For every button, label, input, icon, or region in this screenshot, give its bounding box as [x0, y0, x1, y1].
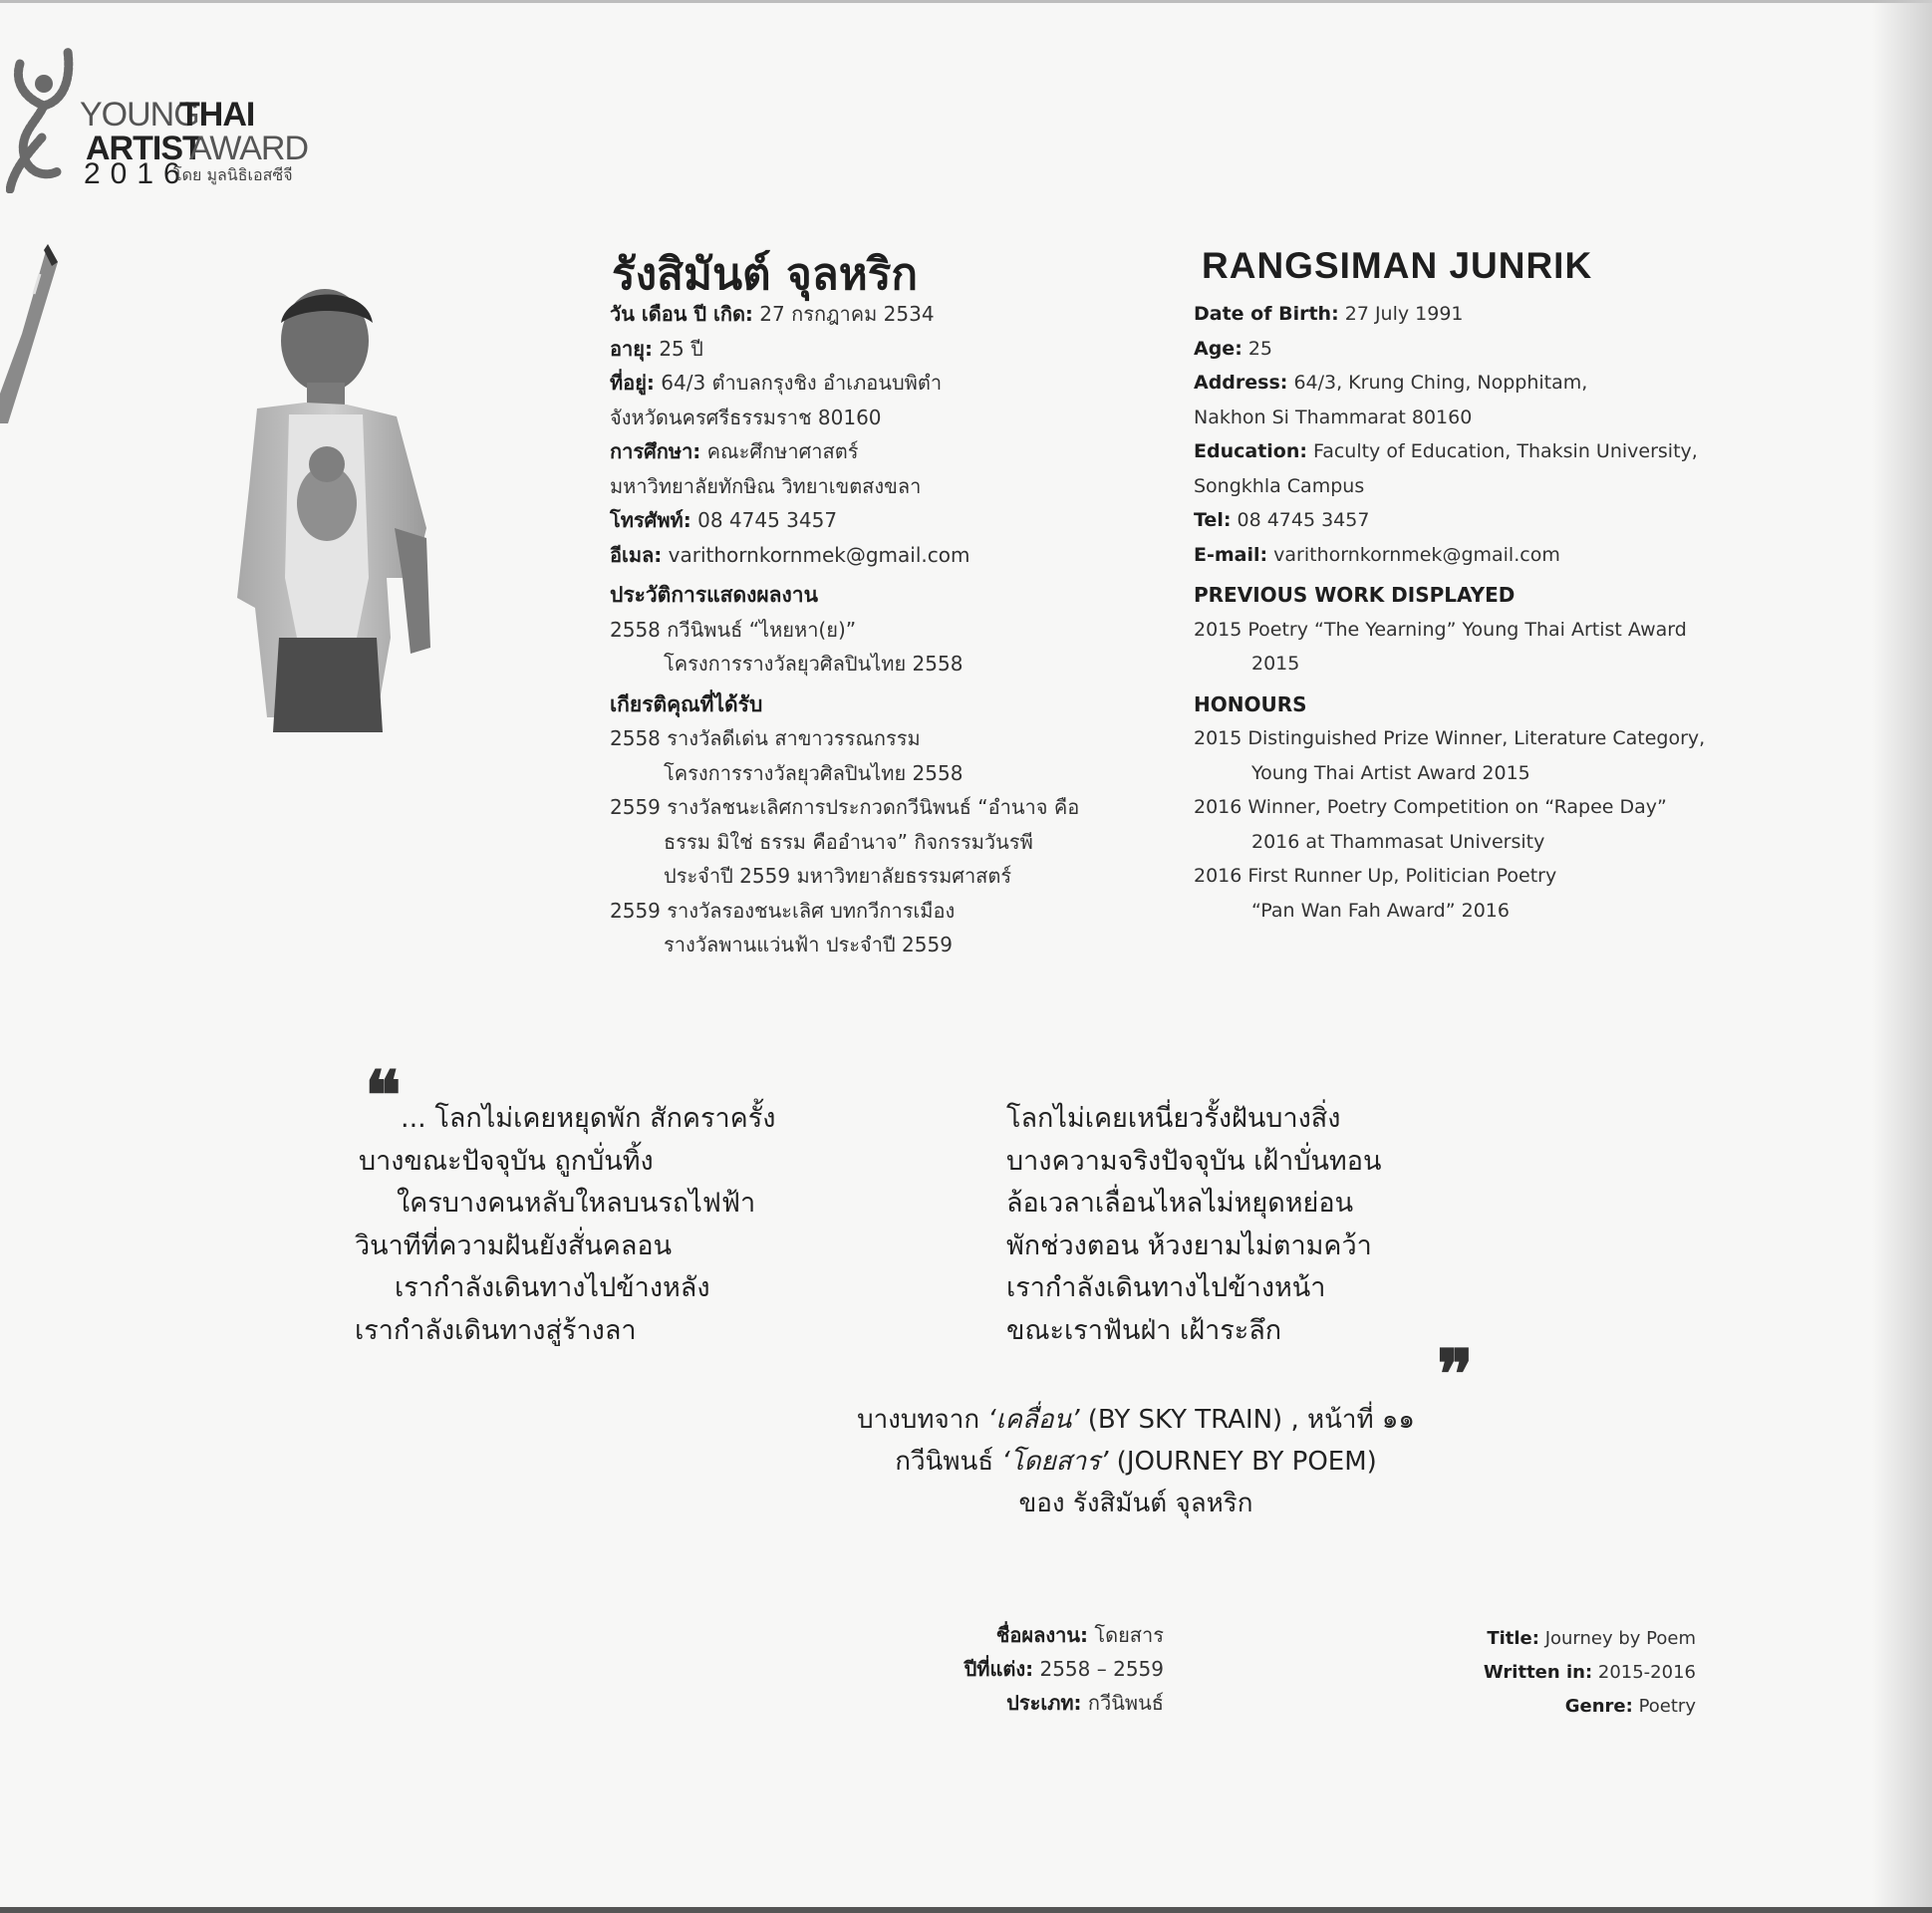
honour-line: ธรรม มิใช่ ธรรม คืออำนาจ” กิจกรรมวันรพี [664, 829, 1033, 854]
email-row-english [1194, 538, 1752, 573]
fountain-pen-icon [0, 244, 60, 423]
education-label: Education: [1194, 440, 1307, 462]
work-genre-row [897, 1686, 1164, 1720]
honour-line: “Pan Wan Fah Award” 2016 [1251, 899, 1510, 922]
honour-line: ประจำปี 2559 มหาวิทยาลัยธรรมศาสตร์ [664, 864, 1012, 888]
previous-work-heading-english: PREVIOUS WORK DISPLAYED [1194, 583, 1516, 607]
address-value-line-1: 64/3, Krung Ching, Nopphitam, [1293, 372, 1588, 394]
poem-line: บางขณะปัจจุบัน ถูกบั่นทิ้ง [359, 1145, 654, 1177]
email-value: varithornkornmek@gmail.com [1273, 543, 1560, 566]
work-title-row [1381, 1622, 1696, 1656]
honour-line: 2559 รางวัลชนะเลิศการประกวดกวีนิพนธ์ “อำนาจ คือ [610, 795, 1080, 819]
honour-line: 2016 First Runner Up, Politician Poetry [1194, 865, 1557, 887]
credit-text: บางบทจาก [857, 1405, 988, 1435]
work-title-label: ชื่อผลงาน: [995, 1623, 1088, 1647]
poem-line: เรากำลังเดินทางไปข้างหลัง [395, 1272, 710, 1303]
age-row-thai [610, 332, 1148, 367]
dancer-figure-icon [6, 44, 86, 193]
work-genre-value: Poetry [1638, 1696, 1696, 1717]
dob-row-english [1194, 297, 1752, 332]
work-year-label: ปีที่แต่ง: [964, 1657, 1034, 1681]
logo-thai-text: THAI [179, 96, 255, 134]
address-row-thai [610, 366, 1148, 401]
dob-row-thai [610, 297, 1148, 332]
age-row-english [1194, 332, 1752, 367]
logo-year-text: 2016 [84, 157, 190, 190]
work-title-label: Title: [1487, 1628, 1539, 1649]
previous-work-line: โครงการรางวัลยุวศิลปินไทย 2558 [664, 652, 964, 676]
credit-text: กวีนิพนธ์ [895, 1447, 1002, 1477]
credit-book-title: ‘โดยสาร’ [1001, 1447, 1109, 1477]
profile-english [1194, 297, 1752, 928]
tel-value: 08 4745 3457 [1237, 509, 1370, 531]
poem-line: เรากำลังเดินทางสู่ร้างลา [355, 1314, 637, 1346]
poem-line: โลกไม่เคยเหนี่ยวรั้งฝันบางสิ่ง [1006, 1103, 1341, 1134]
honour-line: 2016 Winner, Poetry Competition on “Rapee Day” [1194, 796, 1667, 818]
poem-line: วินาทีที่ความฝันยังสั่นคลอน [355, 1230, 673, 1261]
work-info-english [1381, 1622, 1696, 1724]
poem-line: ล้อเวลาเลื่อนไหลไม่หยุดหย่อน [1006, 1188, 1354, 1219]
email-value: varithornkornmek@gmail.com [668, 542, 970, 567]
logo-young-text: YOUNG [80, 96, 199, 134]
dob-label: Date of Birth: [1194, 303, 1339, 325]
poem-line: ขณะเราฟันฝ่า เฝ้าระลึก [1006, 1314, 1282, 1346]
artist-portrait-image [227, 279, 446, 732]
bottom-edge-line [0, 1907, 1932, 1913]
poem-line: พักช่วงตอน ห้วงยามไม่ตามคว้า [1006, 1230, 1372, 1261]
dob-value: 27 กรกฎาคม 2534 [759, 302, 935, 326]
education-value-line-2: มหาวิทยาลัยทักษิณ วิทยาเขตสงขลา [610, 473, 922, 498]
address-value-line-2: จังหวัดนครศรีธรรมราช 80160 [610, 405, 882, 429]
work-genre-row [1381, 1690, 1696, 1724]
work-title-value: โดยสาร [1094, 1623, 1164, 1647]
poem-line: บางความจริงปัจจุบัน เฝ้าบั่นทอน [1006, 1145, 1382, 1177]
email-label: E-mail: [1194, 543, 1268, 566]
credit-text: (JOURNEY BY POEM) [1108, 1447, 1377, 1477]
work-title-value: Journey by Poem [1544, 1628, 1696, 1649]
poem-line: ใครบางคนหลับใหลบนรถไฟฟ้า [397, 1188, 756, 1219]
education-value-line-2: Songkhla Campus [1194, 474, 1365, 497]
logo-artist-text: ARTIST [86, 130, 202, 167]
dob-label: วัน เดือน ปี เกิด: [610, 302, 753, 326]
poem-line: เรากำลังเดินทางไปข้างหน้า [1006, 1272, 1326, 1303]
work-year-row [1381, 1656, 1696, 1690]
email-label: อีเมล: [610, 542, 663, 567]
address-label: Address: [1194, 372, 1288, 394]
poem-credit [847, 1399, 1425, 1524]
work-title-row [897, 1618, 1164, 1652]
address-label: ที่อยู่: [610, 371, 655, 395]
tel-label: Tel: [1194, 509, 1232, 531]
tel-label: โทรศัพท์: [610, 508, 691, 532]
close-quote-icon: ❞ [1437, 1335, 1474, 1415]
work-genre-value: กวีนิพนธ์ [1087, 1691, 1164, 1715]
age-label: Age: [1194, 337, 1242, 360]
email-row-thai [610, 538, 1148, 573]
education-value-line-1: คณะศึกษาศาสตร์ [706, 439, 859, 463]
age-value: 25 ปี [659, 336, 703, 361]
artist-name-thai: รังสิมันต์ จุลหริก [612, 249, 918, 300]
previous-work-line: 2015 Poetry “The Yearning” Young Thai Artist Award [1194, 618, 1687, 641]
address-value-line-1: 64/3 ตำบลกรุงชิง อำเภอนบพิตำ [661, 371, 943, 395]
top-edge-line [0, 0, 1932, 3]
credit-poem-title: ‘เคลื่อน’ [987, 1405, 1080, 1435]
tel-value: 08 4745 3457 [697, 508, 838, 532]
education-row-english [1194, 434, 1752, 469]
previous-work-heading-thai: ประวัติการแสดงผลงาน [610, 583, 818, 607]
credit-line-3: ของ รังสิมันต์ จุลหริก [1018, 1489, 1253, 1518]
address-row-english [1194, 366, 1752, 401]
address-value-line-2: Nakhon Si Thammarat 80160 [1194, 406, 1473, 428]
poem-line: ... โลกไม่เคยหยุดพัก สักคราครั้ง [401, 1103, 776, 1134]
honour-line: 2559 รางวัลรองชนะเลิศ บทกวีการเมือง [610, 898, 956, 923]
credit-line-2 [847, 1441, 1425, 1483]
education-value-line-1: Faculty of Education, Thaksin University, [1313, 440, 1698, 462]
work-year-value: 2015-2016 [1597, 1662, 1696, 1683]
honours-heading-thai: เกียรติคุณที่ได้รับ [610, 691, 763, 716]
poem-right-stanza [1006, 1098, 1381, 1352]
work-genre-label: Genre: [1564, 1696, 1633, 1717]
work-genre-label: ประเภท: [1006, 1691, 1082, 1715]
honour-line: Young Thai Artist Award 2015 [1251, 761, 1530, 784]
poem-left-stanza [355, 1098, 775, 1352]
tel-row-english [1194, 503, 1752, 538]
honour-line: 2016 at Thammasat University [1251, 830, 1545, 853]
credit-text: (BY SKY TRAIN) , หน้าที่ ๑๑ [1079, 1405, 1415, 1435]
previous-work-line: 2558 กวีนิพนธ์ “ไหยหา(ย)” [610, 617, 857, 642]
work-info-thai [897, 1618, 1164, 1720]
honours-heading-english: HONOURS [1194, 691, 1307, 716]
tel-row-thai [610, 503, 1148, 538]
honour-line: 2558 รางวัลดีเด่น สาขาวรรณกรรม [610, 726, 921, 750]
logo-award-text: AWARD [189, 130, 309, 167]
work-year-value: 2558 – 2559 [1039, 1657, 1164, 1681]
honour-line: โครงการรางวัลยุวศิลปินไทย 2558 [664, 760, 964, 785]
logo-by-text: โดย มูลนิธิเอสซีจี [173, 165, 293, 184]
education-row-thai [610, 434, 1148, 469]
dob-value: 27 July 1991 [1344, 303, 1464, 325]
previous-work-line: 2015 [1251, 653, 1300, 675]
honour-line: รางวัลพานแว่นฟ้า ประจำปี 2559 [664, 933, 953, 956]
page-gutter-shadow [1872, 0, 1932, 1913]
education-label: การศึกษา: [610, 439, 701, 463]
work-year-row [897, 1652, 1164, 1686]
honour-line: 2015 Distinguished Prize Winner, Literature Category, [1194, 727, 1706, 749]
open-quote-icon: ❝ [365, 1056, 402, 1136]
age-value: 25 [1247, 337, 1273, 360]
credit-line-1 [847, 1399, 1425, 1441]
work-year-label: Written in: [1483, 1662, 1593, 1683]
age-label: อายุ: [610, 336, 653, 361]
profile-thai [610, 297, 1148, 962]
artist-name-english: RANGSIMAN JUNRIK [1202, 245, 1593, 286]
